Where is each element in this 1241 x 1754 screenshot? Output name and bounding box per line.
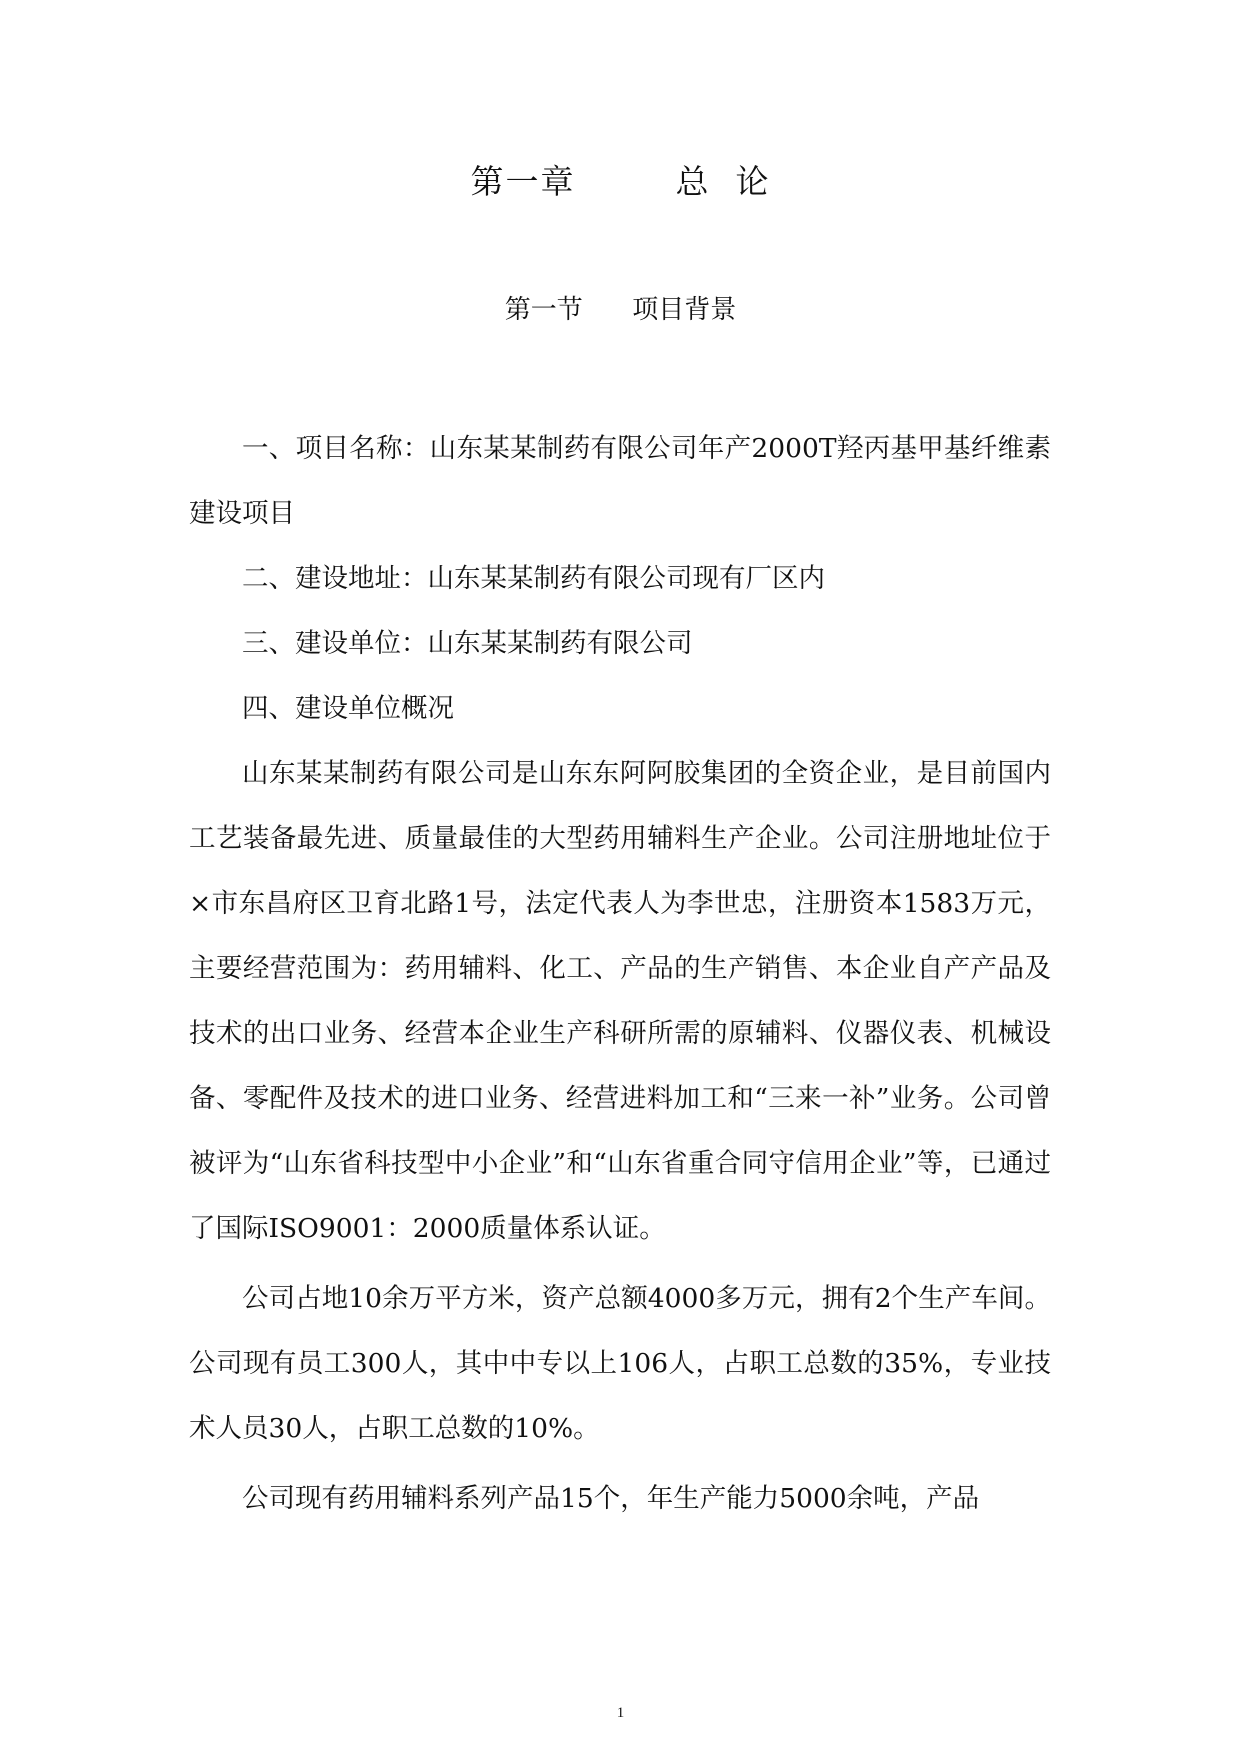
chapter-title: 第一章 总 论 xyxy=(470,162,771,201)
document-body xyxy=(189,416,1051,1531)
paragraph-company-products: 公司现有药用辅料系列产品15个，年生产能力5000余吨，产品 xyxy=(242,1483,980,1514)
paragraph-company-assets: 公司占地10余万平方米，资产总额4000多万元，拥有2个生产车间。公司现有员工300人，其中中专以上106人，占职工总数的35%，专业技术人员30人，占职工总数的10%。 xyxy=(189,1283,1051,1444)
paragraph-company-profile: 山东某某制药有限公司是山东东阿阿胶集团的全资企业，是目前国内工艺装备最先进、质量最佳的大型药用辅料生产企业。公司注册地址位于×市东昌府区卫育北路1号，法定代表人为李世忠，注册资本1583万元，主要经营范围为：药用辅料、化工、产品的生产销售、本企业自产产品及技术的出口业务、经营本企业生产科研所需的原辅料、仪器仪表、机械设备、零配件及技术的进口业务、经营进料加工和“三来一补”业务。公司曾被评为“山东省科技型中小企业”和“山东省重合同守信用企业”等，已通过了国际ISO9001：2000质量体系认证。 xyxy=(189,758,1051,1244)
paragraph-builder: 三、建设单位：山东某某制药有限公司 xyxy=(242,628,693,659)
paragraph-project-name: 一、项目名称：山东某某制药有限公司年产2000T羟丙基甲基纤维素建设项目 xyxy=(189,433,1051,529)
paragraph-site-address: 二、建设地址：山东某某制药有限公司现有厂区内 xyxy=(242,563,825,594)
page-number: 1 xyxy=(616,1705,625,1721)
paragraph-builder-overview-heading: 四、建设单位概况 xyxy=(242,693,454,724)
section-title: 第一节 项目背景 xyxy=(504,295,737,325)
